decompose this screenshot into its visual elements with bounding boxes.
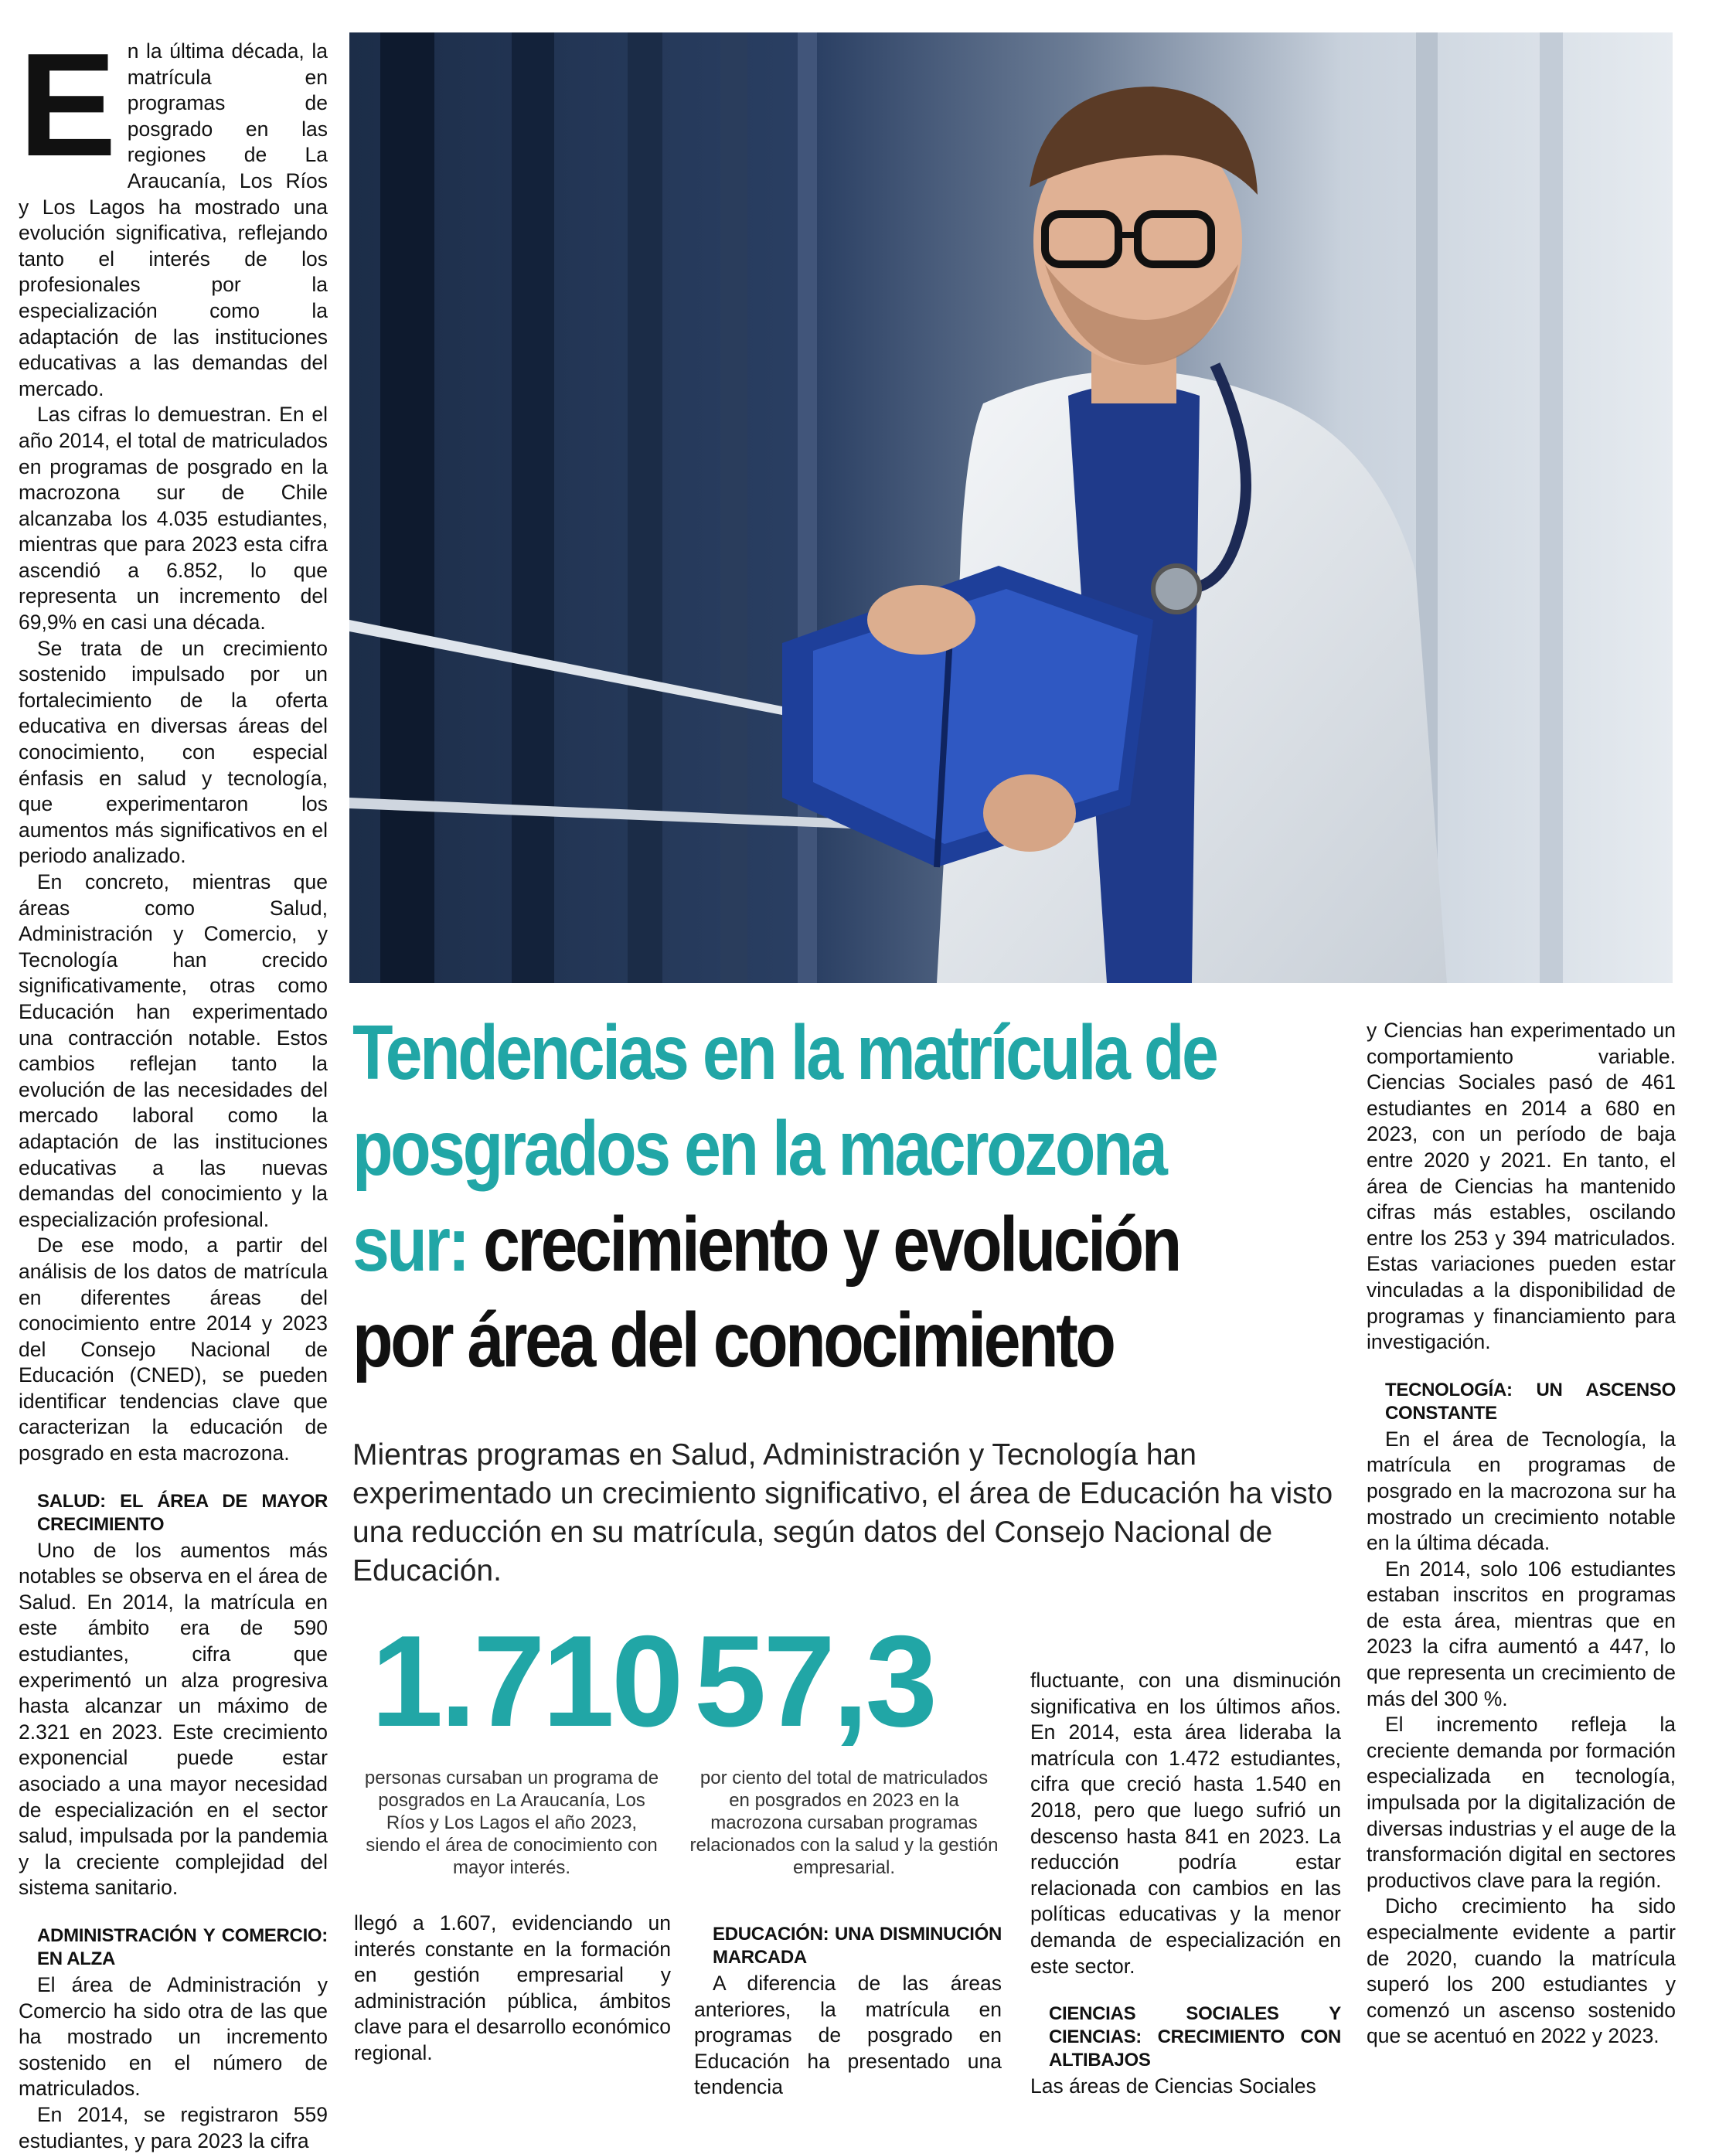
headline-dark-fragment: crecimiento y evolución (467, 1201, 1179, 1288)
paragraph: En concreto, mientras que áreas como Salud, Administración y Comercio, y Tecnología han crecido significativamente, otras como Educación han experimentado una contracción notable. Estos cambios reflejan tanto la evolución de las necesidades del mercado laboral como la adaptación de las instituciones educativas a las nuevas demandas del conocimiento y la especialización profesional. (19, 870, 328, 1231)
headline (352, 1005, 1217, 1388)
paragraph: Dicho crecimiento ha sido especialmente evidente a partir de 2020, cuando la matrícula superó los 200 estudiantes y comenzó un ascenso sostenido que se acentuó en 2022 y 2023. (1367, 1894, 1676, 2048)
headline-line-2: posgrados en la macrozona (352, 1105, 1166, 1192)
stat-value-2: 57,3 (694, 1608, 934, 1754)
paragraph: En 2014, solo 106 estudiantes estaban inscritos en programas de esta área, mientras que en 2023 la cifra aumentó a 447, lo que representa un crecimiento de más del 300 %. (1367, 1557, 1676, 1710)
stat-value-1: 1.710 (371, 1608, 681, 1754)
section-heading-salud: SALUD: EL ÁREA DE MAYOR CRECIMIENTO (37, 1490, 328, 1535)
headline-teal-fragment: sur: (352, 1201, 468, 1288)
paragraph: En el área de Tecnología, la matrícula en programas de posgrado en la macrozona sur ha mostrado un crecimiento notable en la última década. (1367, 1427, 1676, 1555)
paragraph: El área de Administración y Comercio ha sido otra de las que ha mostrado un incremento sostenido en el número de matriculados. (19, 1972, 328, 2101)
article-column-1 (19, 23, 328, 2154)
article-column-2 (354, 1911, 671, 2067)
headline-line-1: Tendencias en la matrícula de (352, 1009, 1217, 1096)
drop-cap: E (19, 23, 117, 187)
stat-caption-2: por ciento del total de matriculados en posgrados en 2023 en la macrozona cursaban programas relacionados con la salud y la gestión empresarial. (689, 1768, 999, 1878)
paragraph: fluctuante, con una disminución significativa en los últimos años. En 2014, esta área lideraba la matrícula con 1.472 estudiantes, cifra que creció hasta 1.540 en 2018, pero que luego sufrió un descenso hasta 841 en 2023. La reducción podría estar relacionada con cambios en las políticas educativas y la menor demanda de especialización en este sector. (1030, 1669, 1341, 1978)
paragraph: En 2014, se registraron 559 estudiantes, y para 2023 la cifra (19, 2102, 328, 2152)
article-column-4 (1030, 1668, 1341, 2100)
paragraph: y Ciencias han experimentado un comportamiento variable. Ciencias Sociales pasó de 461 estudiantes en 2014 a 680 en 2023, con un período de baja entre 2020 y 2021. En tanto, el área de Ciencias ha mantenido cifras más estables, oscilando entre los 253 y 394 matriculados. Estas variaciones pueden estar vinculadas a la disponibilidad de programas y financiamiento para investigación. (1367, 1019, 1676, 1354)
paragraph: llegó a 1.607, evidenciando un interés constante en la formación en gestión empresarial y administración pública, ámbitos clave para el desarrollo económico regional. (354, 1911, 671, 2064)
standfirst: Mientras programas en Salud, Administración y Tecnología han experimentado un crecimiento significativo, el área de Educación ha visto una reducción en su matrícula, según datos del Consejo Nacional de Educación. (352, 1438, 1333, 1587)
section-heading-ciencias-sociales: CIENCIAS SOCIALES Y CIENCIAS: CRECIMIENTO CON ALTIBAJOS (1049, 2003, 1341, 2071)
paragraph: A diferencia de las áreas anteriores, la matrícula en programas de posgrado en Educación ha presentado una tendencia (694, 1972, 1002, 2099)
headline-line-3 (352, 1196, 1217, 1292)
section-heading-educacion: EDUCACIÓN: UNA DISMINUCIÓN MARCADA (713, 1924, 1002, 1968)
paragraph: Uno de los aumentos más notables se observa en el área de Salud. En 2014, la matrícula en este ámbito era de 590 estudiantes, cifra que experimentó un alza progresiva hasta alcanzar un máximo de 2.321 en 2023. Este crecimiento exponencial puede estar asociado a una mayor necesidad de especialización en el sector salud, impulsada por la pandemia y la creciente complejidad del sistema sanitario. (19, 1538, 328, 1900)
doctor-photo (349, 32, 1673, 983)
paragraph: Se trata de un crecimiento sostenido impulsado por un fortalecimiento de la oferta educativa en diversas áreas del conocimiento, con especial énfasis en salud y tecnología, que experimentaron los aumentos más significativos en el periodo analizado. (19, 636, 328, 868)
paragraph: Las áreas de Ciencias Sociales (1030, 2074, 1316, 2098)
stat-caption-1: personas cursaban un programa de posgrados en La Araucanía, Los Ríos y Los Lagos el año 2023, siendo el área de conocimiento con mayor interés. (364, 1768, 659, 1878)
paragraph: n la última década, la matrícula en programas de posgrado en las regiones de La Araucanía, Los Ríos y Los Lagos ha mostrado una evolución significativa, reflejando tanto el interés de los profesionales por la especialización como la adaptación de las instituciones educativas a las demandas del mercado. (19, 39, 328, 400)
section-heading-admin: ADMINISTRACIÓN Y COMERCIO: EN ALZA (37, 1924, 328, 1969)
article-column-5 (1367, 1018, 1676, 2050)
section-heading-tecnologia: TECNOLOGÍA: UN ASCENSO CONSTANTE (1385, 1379, 1676, 1424)
paragraph: El incremento refleja la creciente demanda por formación especializada en tecnología, impulsada por la digitalización de diversas industrias y el auge de la transformación digital en sectores productivos clave para la región. (1367, 1713, 1676, 1892)
paragraph: De ese modo, a partir del análisis de los datos de matrícula en diferentes áreas del conocimiento entre 2014 y 2023 del Consejo Nacional de Educación (CNED), se pueden identificar tendencias clave que caracterizan la educación de posgrado en esta macrozona. (19, 1234, 328, 1465)
headline-line-4: por área del conocimiento (352, 1297, 1114, 1383)
article-column-3 (694, 1923, 1002, 2101)
paragraph: Las cifras lo demuestran. En el año 2014, el total de matriculados en programas de posgrado en la macrozona sur de Chile alcanzaba los 4.035 estudiantes, mientras que para 2023 esta cifra ascendió a 6.852, lo que representa un incremento del 69,9% en casi una década. (19, 403, 328, 635)
